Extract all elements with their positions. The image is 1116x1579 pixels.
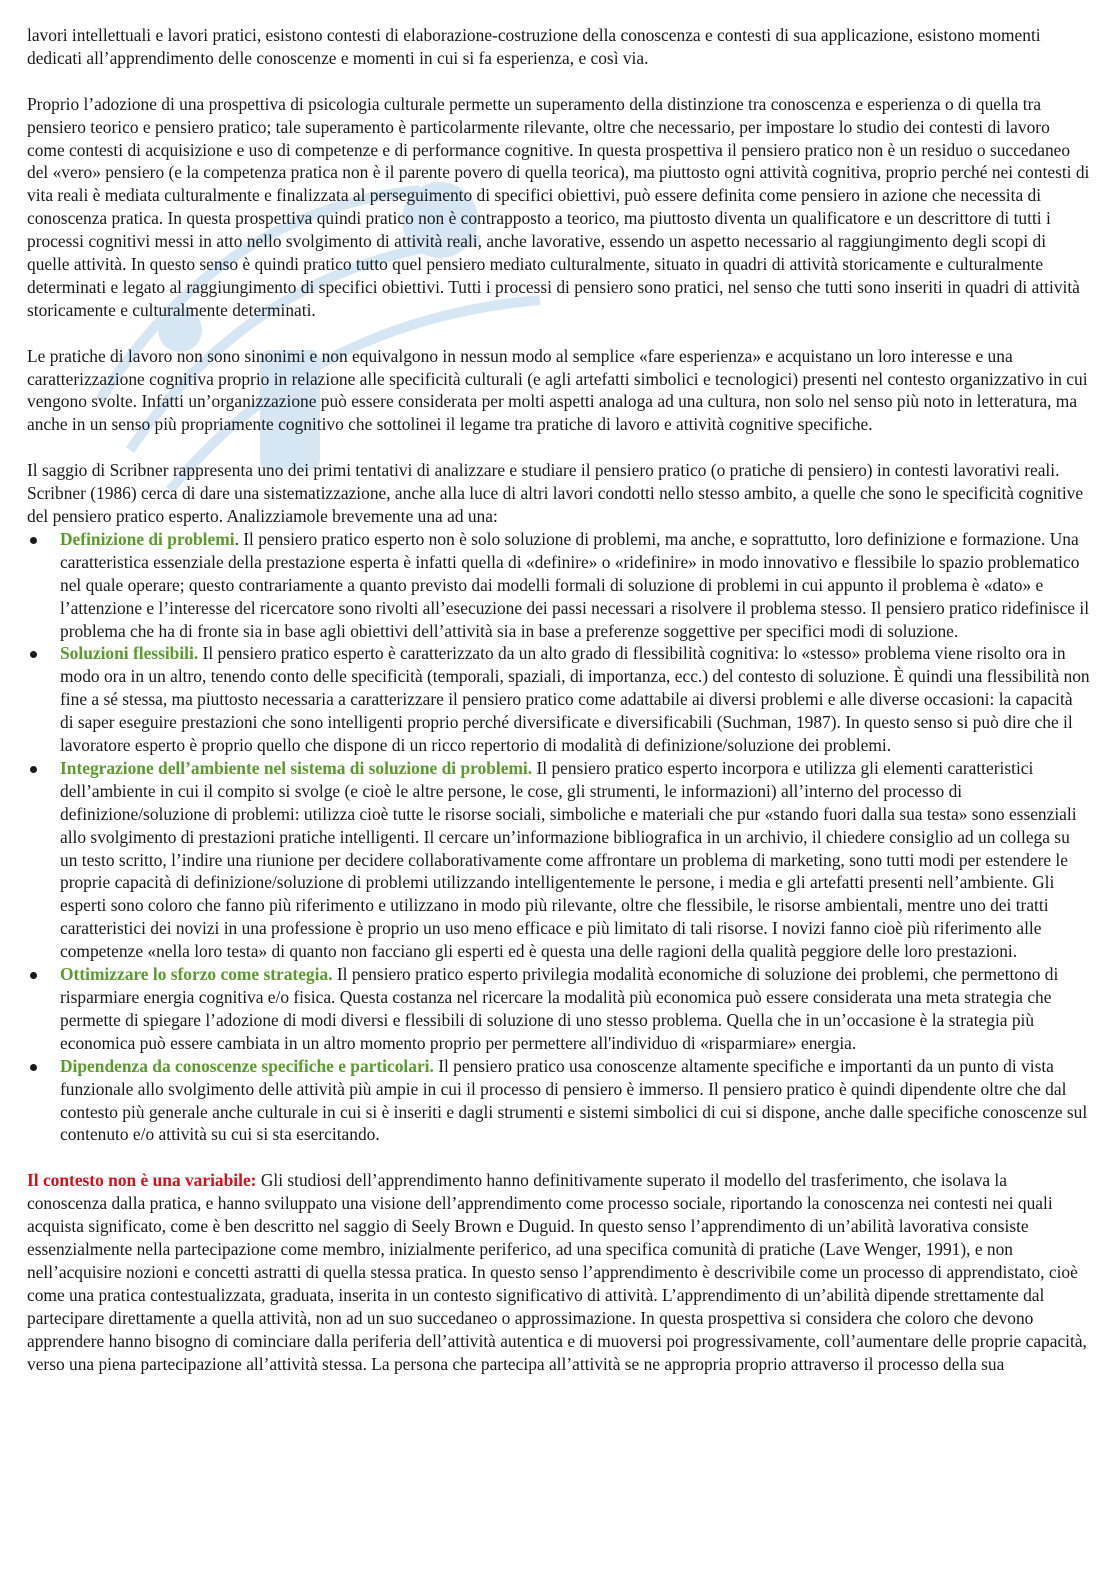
list-item [27, 642, 1090, 757]
paragraph-cultural-psychology: Proprio l’adozione di una prospettiva di psicologia culturale permette un superamento della distinzione tra conoscenza e esperienza o di quella tra pensiero teorico e pensiero pratico; tale superamento è particolarmente rilevante, oltre che necessario, per impostare lo studio dei contesti di lavoro come contesti di acquisizione e uso di competenze e di performance cognitive. In questa prospettiva il pensiero pratico non è un residuo o succedaneo del «vero» pensiero (e la competenza pratica non è il parente povero di quella teorica), ma piuttosto ogni attività cognitiva, proprio perché nei contesti di vita reali è mediata culturalmente e finalizzata al perseguimento di specifici obiettivi, può essere definita come pensiero in azione che necessita di conoscenza pratica. In questa prospettiva quindi pratico non è contrapposto a teorico, ma piuttosto diventa un qualificatore e un descrittore di tutti i processi cognitivi messi in atto nello svolgimento di attività reali, anche lavorative, essendo un aspetto necessario al raggiungimento degli scopi di quelle attività. In questo senso è quindi pratico tutto quel pensiero mediato culturalmente, situato in quadri di attività storicamente e culturalmente determinati e legato al raggiungimento di specifici obiettivi. Tutti i processi di pensiero sono pratici, nel senso che tutti sono inseriti in quadri di attività storicamente e culturalmente determinati. [27, 93, 1090, 320]
bullet-text: Il pensiero pratico esperto privilegia modalità economiche di soluzione dei problemi, che permettono di risparmiare energia cognitiva e/o fisica. Questa costanza nel ricercare la modalità più economica può essere considerata una meta strategia che permette di spiegare l’adozione di modi diversi e flessibili di soluzione di uno stesso problema. Quella che in un’occasione è la strategia più economica può essere cambiata in un altro momento proprio per permettere all'individuo di «risparmiare» energia. [60, 964, 1059, 1053]
bullet-dot-icon [30, 766, 37, 773]
list-item [27, 757, 1090, 963]
bullet-text: Il pensiero pratico esperto incorpora e utilizza gli elementi caratteristici dell’ambiente in cui il compito si svolge (e cioè le altre persone, le cose, gli strumenti, le informazioni) all’interno del processo di definizione/soluzione di problemi: utilizza cioè tutte le risorse sociali, simboliche e materiali che pur «stando fuori dalla sua testa» sono essenziali allo svolgimento di prestazioni pratiche intelligenti. Il cercare un’informazione bibliografica in un archivio, il chiedere consiglio ad un collega su un testo scritto, l’indire una riunione per decidere collaborativamente come affrontare un problema di marketing, sono tutti modi per estendere le proprie capacità di definizione/soluzione di problemi utilizzando intelligentemente le persone, i media e gli artefatti presenti nell’ambiente. Gli esperti sono coloro che fanno più riferimento e utilizzano in modo più rilevante, oltre che flessibile, le risorse ambientali, mentre uno dei tratti caratteristici dei novizi in una professione è proprio un uso meno efficace e più limitato di tali risorse. I novizi fanno cioè più riferimento alle competenze «nella loro testa» di quanto non facciano gli esperti ed è questa una delle ragioni della qualità peggiore delle loro prestazioni. [60, 757, 1077, 962]
bullet-text: Il pensiero pratico usa conoscenze altamente specifiche e importanti da un punto di vista funzionale allo svolgimento delle attività più ampie in cui il processo di pensiero è immerso. Il pensiero pratico è quindi dipendente oltre che dal contesto più generale anche culturale in cui si è inseriti e dagli strumenti e sistemi simbolici di cui si dispone, anche dalle specifiche conoscenze sul contenuto e/o attività su cui si sta esercitando. [60, 1055, 1088, 1145]
bullet-term: Integrazione dell’ambiente nel sistema di soluzione di problemi. [60, 757, 533, 778]
paragraph-work-practices: Le pratiche di lavoro non sono sinonimi e non equivalgono in nessun modo al semplice «fare esperienza» e acquistano un loro interesse e una caratterizzazione cognitiva proprio in relazione alle specificità culturali (e agli artefatti simbolici e tecnologici) presenti nel contesto organizzativo in cui vengono svolte. Infatti un’organizzazione può essere considerata per molti aspetti analoga ad una cultura, non solo nel senso più noto in letteratura, ma anche in un senso più propriamente cognitivo che sottolinei il legame tra pratiche di lavoro e attività cognitive specifiche. [27, 345, 1088, 435]
paragraph-continuation: lavori intellettuali e lavori pratici, esistono contesti di elaborazione-costruzione della conoscenza e contesti di sua applicazione, esistono momenti dedicati all’apprendimento delle conoscenze e momenti in cui si fa esperienza, e così via. [27, 25, 1041, 68]
list-item [27, 1055, 1090, 1147]
bullet-dot-icon [30, 537, 37, 544]
bullet-term: Definizione di problemi [60, 528, 235, 549]
paragraph-context [27, 1169, 1090, 1375]
section-lead-heading: Il contesto non è una variabile: [27, 1170, 257, 1191]
bullet-term: Dipendenza da conoscenze specifiche e particolari. [60, 1055, 434, 1076]
bullet-list [27, 528, 1090, 1146]
bullet-dot-icon [30, 651, 37, 658]
paragraph-scribner: Il saggio di Scribner rappresenta uno dei primi tentativi di analizzare e studiare il pensiero pratico (o pratiche di pensiero) in contesti lavorativi reali. Scribner (1986) cerca di dare una sistematizzazione, anche alla luce di altri lavori condotti nello stesso ambito, a quelle che sono le specificità cognitive del pensiero pratico esperto. Analizziamole brevemente una ad una: [27, 460, 1084, 526]
list-item [27, 528, 1090, 643]
paragraph-context-text: Gli studiosi dell’apprendimento hanno definitivamente superato il modello del trasferimento, che isolava la conoscenza dalla pratica, e hanno sviluppato una visione dell’apprendimento come processo sociale, riportando la conoscenza nei contesti nei quali acquista significato, come è ben descritto nel saggio di Seely Brown e Duguid. In questo senso l’apprendimento di un’abilità lavorativa consiste essenzialmente nella partecipazione come membro, inizialmente periferico, ad una specifica comunità di pratiche (Lave Wenger, 1991), e non nell’acquisire nozioni e concetti astratti di quella stessa pratica. In questo senso l’apprendimento è descrivibile come un processo di apprendistato, cioè come una pratica contestualizzata, graduata, inserita in un contesto significativo di attività. L’apprendimento di un’abilità dipende strettamente dal partecipare direttamente a quella attività, non ad un suo succedaneo o approssimazione. In questa prospettiva si considera che coloro che devono apprendere hanno bisogno di cominciare dalla periferia dell’attività autentica e di muoversi poi progressivamente, coll’aumentare delle proprie capacità, verso una piena partecipazione all’attività stessa. La persona che partecipa all’attività se ne appropria proprio attraverso il processo della sua [27, 1170, 1087, 1374]
bullet-text: . Il pensiero pratico esperto non è solo soluzione di problemi, ma anche, e soprattutto, loro definizione e formazione. Una caratteristica essenziale della prestazione esperta è infatti quella di «definire» o «ridefinire» in modo innovativo e flessibile lo spazio problematico nel quale operare; questo contrariamente a quanto previsto dai modelli formali di soluzione di problemi in cui appunto il problema è «dato» e l’attenzione e l’interesse del ricercatore sono rivolti all’esecuzione dei passi necessari a risolvere il problema stesso. Il pensiero pratico ridefinisce il problema che ha di fronte sia in base agli obiettivi dell’attività sia in base a preferenze soggettive per specifici modi di soluzione. [60, 528, 1090, 641]
bullet-dot-icon [30, 1064, 37, 1071]
bullet-dot-icon [30, 972, 37, 979]
bullet-term: Ottimizzare lo sforzo come strategia. [60, 964, 333, 985]
list-item [27, 963, 1090, 1055]
document-page [27, 24, 1090, 1375]
bullet-term: Soluzioni flessibili. [60, 643, 199, 664]
bullet-text: Il pensiero pratico esperto è caratterizzato da un alto grado di flessibilità cognitiva: lo «stesso» problema viene risolto ora in modo ora in un altro, tenendo conto delle specificità (temporali, spaziali, di importanza, ecc.) del contesto di soluzione. È quindi una flessibilità non fine a sé stessa, ma piuttosto necessaria a caratterizzare il pensiero pratico come adattabile ai diversi problemi e alle diverse occasioni: la capacità di saper eseguire prestazioni che sono intelligenti proprio perché diversificate e diversificabili (Suchman, 1987). In questo senso si può dire che il lavoratore esperto è proprio quello che dispone di un ricco repertorio di modalità di definizione/soluzione dei problemi. [60, 643, 1090, 756]
